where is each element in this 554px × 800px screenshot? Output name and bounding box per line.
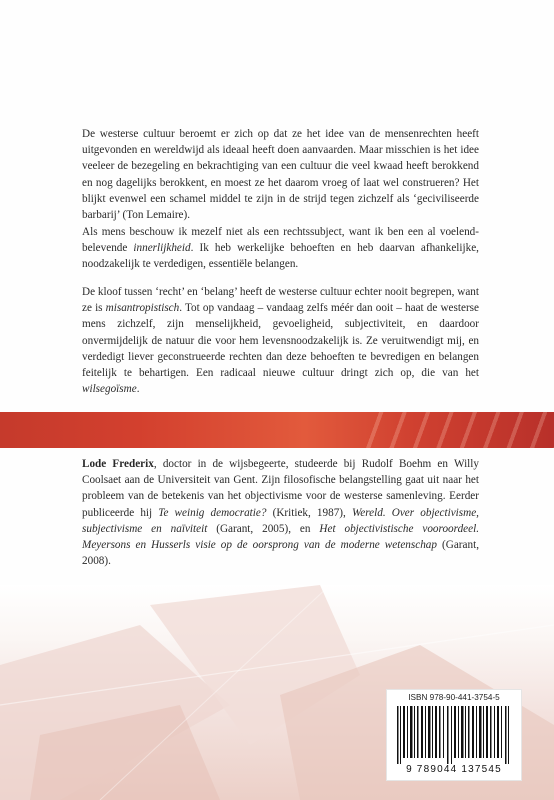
blurb-text: De kloof tussen ‘recht’ en ‘belang’ heeft de westerse cultuur echter nooit begrepen, want ze is — [82, 286, 479, 315]
isbn-label: ISBN 978-90-441-3754-5 — [408, 693, 500, 702]
italic-term: misantropistisch — [105, 302, 180, 315]
blurb-text: De westerse cultuur beroemt er zich op dat ze het idee van de mensenrechten heeft uitgevonden en wereldwijd als ideaal heeft doen aanvaarden. Maar misschien is het idee veeleer de bezegeling en bekrachtiging van een cultuur die veel kwaad heeft berokkend en nog dagelijks berokkent, en moest ze het daarom vroeg of laat wel construeren? Het blijkt evenwel een schamel middel te zijn in de strijd tegen zichzelf als ‘geciviliseerde barbarij’ (Ton Lemaire). — [82, 128, 479, 222]
italic-term: innerlijkheid — [133, 242, 191, 255]
bio-text: (Garant, 2008). — [82, 539, 479, 568]
book-title: Te weinig democratie? — [158, 506, 267, 519]
blurb-text: . Ik heb werkelijke behoeften en heb daarvan afhankelijke, noodzakelijk te verdedigen, essentiële belangen. — [82, 242, 479, 271]
blurb-paragraph-2 — [82, 224, 479, 273]
author-name: Lode Frederix — [82, 458, 154, 470]
barcode — [386, 689, 522, 781]
blurb-paragraph-1 — [82, 126, 479, 223]
blurb-text: Als mens beschouw ik mezelf niet als een rechtssubject, want ik ben een al voelend-belevende — [82, 226, 479, 255]
bio-text: , doctor in de wijsbegeerte, studeerde bij Rudolf Boehm en Willy Coolsaet aan de Universiteit van Gent. Zijn filosofische belangstelling gaat uit naar het probleem van de betekenis van het objectivisme voor de westerse samenleving. Eerder publiceerde hij — [82, 458, 479, 519]
book-title: Wereld. Over objectivisme, subjectivisme en naïviteit — [82, 506, 479, 535]
barcode-bars — [395, 706, 513, 764]
barcode-digits: 9 789044 137545 — [406, 764, 502, 775]
book-title: Het objectivistische vooroordeel. Meyersons en Husserls visie op de oorsprong van de moderne wetenschap — [82, 522, 479, 552]
bio-text: (Garant, 2005), en — [207, 522, 320, 535]
author-bio — [82, 456, 479, 569]
blurb-paragraph-3 — [82, 284, 479, 397]
blurb-text: . Tot op vandaag – vandaag zelfs méér dan ooit – haat de westerse mens zichzelf, zijn menselijkheid, gevoeligheid, subjectiviteit, en daardoor onvermijdelijk de natuur die voor hem levensnoodzakelijk is. Ze veruitwendigt mij, en verdedigt liever geconstrueerde rechten dan deze behoeften te bevredigen en belangen feitelijk te behartigen. Een radicaal nieuwe cultuur dringt zich op, die van het — [82, 302, 479, 380]
band-stripes — [360, 412, 554, 448]
italic-term: wilsegoïsme — [82, 383, 137, 396]
blurb-text: . — [136, 383, 140, 396]
bio-text: (Kritiek, 1987), — [266, 506, 352, 519]
